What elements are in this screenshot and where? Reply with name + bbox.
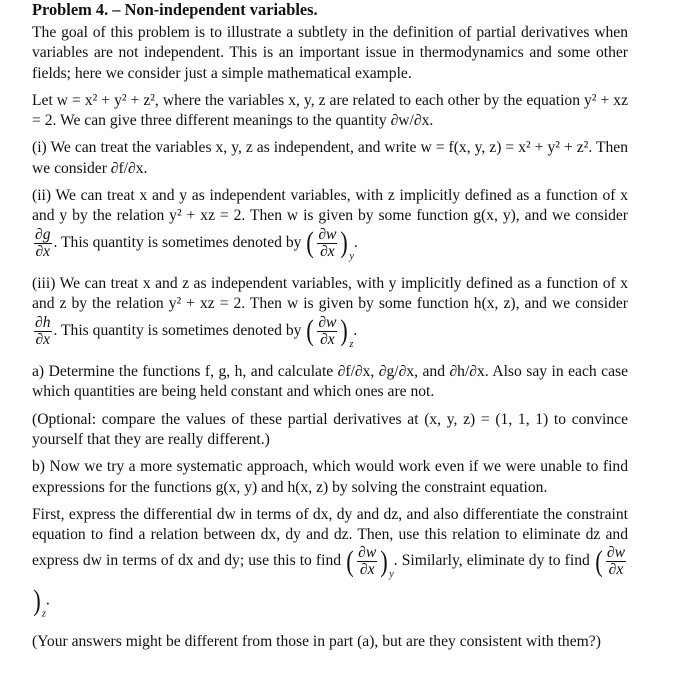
right-paren: ) xyxy=(380,544,389,578)
fraction-numerator: ∂w xyxy=(318,225,337,243)
similarly-text: . Similarly, eliminate dy to find xyxy=(393,552,590,570)
subscript-z: z xyxy=(349,338,354,350)
right-paren: ) xyxy=(340,226,349,260)
fraction-numerator: ∂w xyxy=(606,544,626,562)
partial-w-fraction xyxy=(317,315,337,348)
optional-paragraph: (Optional: compare the values of these partial derivatives at (x, y, z) = (1, 1, 1) to convince yourself that they are really different.) xyxy=(32,410,628,448)
subscript-z: z xyxy=(42,608,46,620)
left-paren: ( xyxy=(306,226,315,260)
period: . xyxy=(45,591,50,609)
fraction-numerator: ∂g xyxy=(35,225,51,243)
problem-title: Problem 4. – Non-independent variables. xyxy=(32,0,318,19)
fraction-denominator: ∂x xyxy=(359,561,375,579)
instructions-paragraph xyxy=(32,505,628,625)
fraction-numerator: ∂w xyxy=(358,544,377,562)
period: . xyxy=(353,321,358,339)
partial-g-fraction xyxy=(34,227,52,260)
intro-paragraph: The goal of this problem is to illustrate a subtlety in the definition of partial derivatives when variables are not independent. This is an important issue in thermodynamics and some other fields; here we consider just a simple mathematical example. xyxy=(32,24,628,82)
fraction-denominator: ∂x xyxy=(35,330,51,348)
meaning-iii-denoted: . This quantity is sometimes denoted by xyxy=(53,321,302,339)
meaning-ii-text: (ii) We can treat x and y as independent variables, with z implicitly defined as a function of x and y by the relation y² + xz = 2. Then w is given by some function xyxy=(32,187,628,225)
meaning-ii-consider: g(x, y), and we consider xyxy=(473,207,628,225)
left-paren: ( xyxy=(306,314,315,348)
partial-h-fraction xyxy=(34,315,52,348)
subscript-y: y xyxy=(389,569,394,581)
left-paren: ( xyxy=(595,544,603,578)
right-paren: ) xyxy=(33,583,41,617)
partial-w-fraction xyxy=(357,545,377,578)
left-paren: ( xyxy=(346,544,354,578)
problem-page xyxy=(32,0,628,659)
meaning-i-paragraph: (i) We can treat the variables x, y, z as independent, and write w = f(x, y, z) = x² + y² + z². Then we consider ∂f/∂x. xyxy=(32,139,628,177)
period: . xyxy=(353,233,358,251)
fraction-numerator: ∂w xyxy=(318,313,337,331)
final-paragraph: (Your answers might be different from those in part (a), but are they consistent with them?) xyxy=(32,632,601,650)
fraction-denominator: ∂x xyxy=(320,242,335,260)
partial-w-fraction xyxy=(317,227,337,260)
partial-w-fraction xyxy=(606,545,626,578)
fraction-denominator: ∂x xyxy=(320,330,335,348)
fraction-denominator: ∂x xyxy=(608,561,624,579)
right-paren: ) xyxy=(340,314,349,348)
meaning-iii-paragraph xyxy=(32,274,628,355)
subscript-y: y xyxy=(349,250,354,262)
meaning-iii-consider: h(x, z), and we consider xyxy=(473,295,628,313)
meaning-ii-paragraph xyxy=(32,186,628,267)
meaning-iii-text: (iii) We can treat x and z as independent variables, with y implicitly defined as a function of x and z by the relation y² + xz = 2. Then w is given by some function xyxy=(32,275,628,313)
part-b-paragraph: b) Now we try a more systematic approach, which would work even if we were unable to find expressions for the functions g(x, y) and h(x, z) by solving the constraint equation. xyxy=(32,458,628,496)
instructions-text: First, express the differential dw in terms of dx, dy and dz, and also differentiate the constraint equation to find a relation between dx, dy and dz. Then, use this relation to eliminate dz and express dw in terms of dx and dy; use this to find xyxy=(32,505,628,570)
part-a-paragraph: a) Determine the functions f, g, h, and calculate ∂f/∂x, ∂g/∂x, and ∂h/∂x. Also say in each case which quantities are being held constant and which ones are not. xyxy=(32,363,628,401)
definition-paragraph: Let w = x² + y² + z², where the variables x, y, z are related to each other by the equation y² + xz = 2. We can give three different meanings to the quantity ∂w/∂x. xyxy=(32,91,628,130)
meaning-ii-denoted: . This quantity is sometimes denoted by xyxy=(53,233,302,251)
fraction-numerator: ∂h xyxy=(35,313,51,331)
fraction-denominator: ∂x xyxy=(35,242,51,260)
